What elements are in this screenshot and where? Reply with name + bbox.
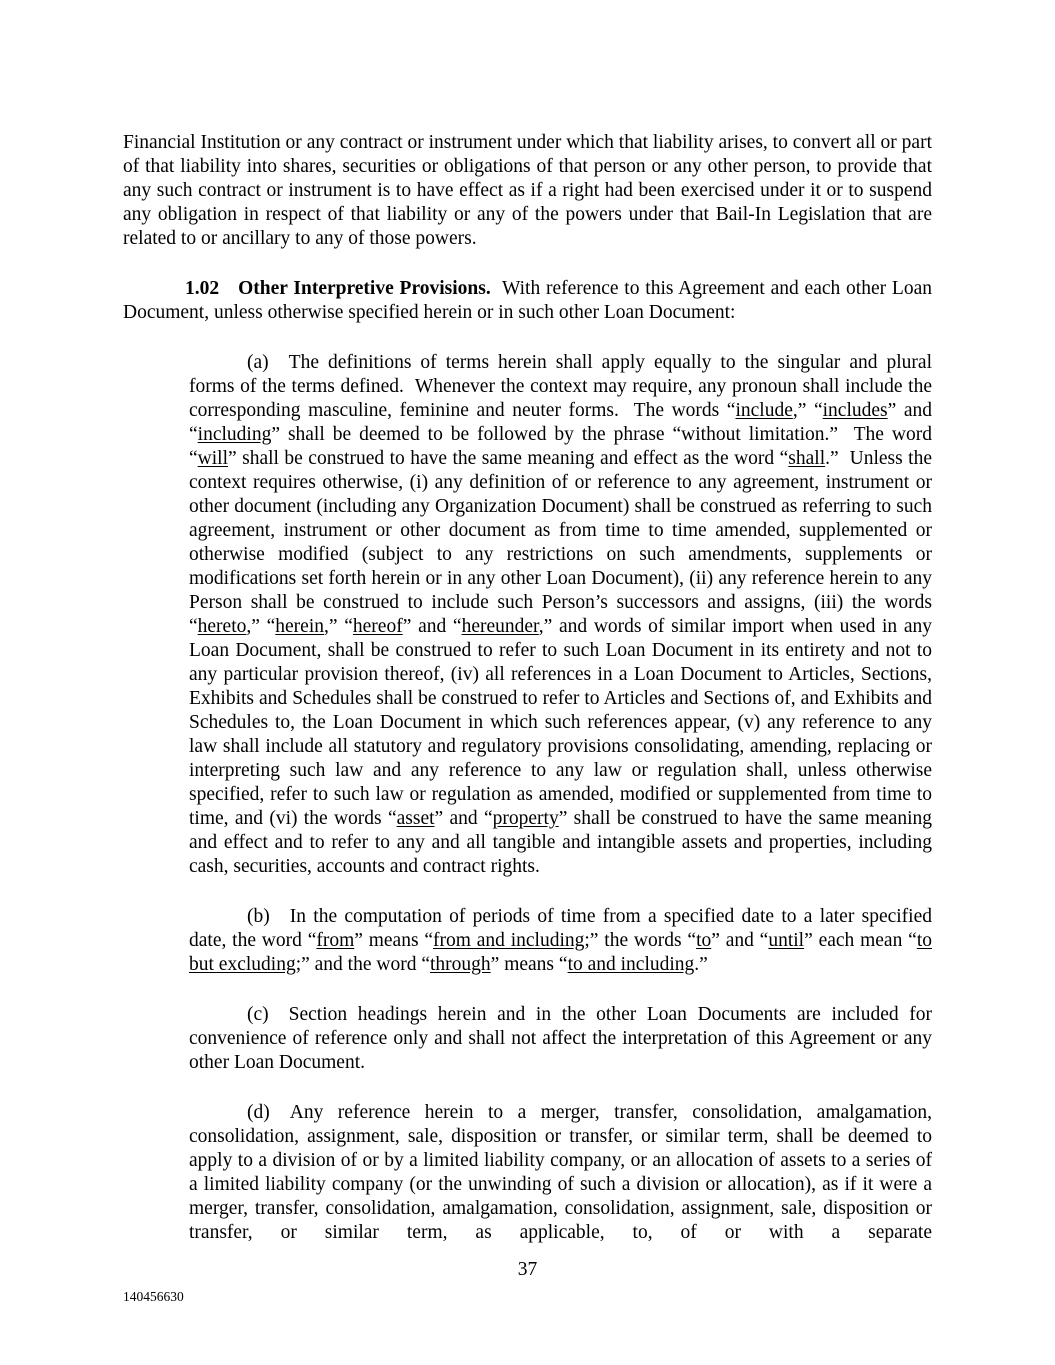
clause-text: Any reference herein to a merger, transfer, consolidation, amalgamation, consolidation, assignment, sale, disposition or transfer, or similar term, shall be deemed to apply to a division of or by a limited liability company, or an allocation of assets to a series of a limited liability company (or the unwinding of such a division or allocation), as if it were a merger, transfer, consolidation, amalgamation, consolidation, assignment, sale, disposition or transfer, or similar term, as applicable, to, of or with a separate (189, 1102, 932, 1243)
intro-paragraph: Financial Institution or any contract or instrument under which that liability arises, to convert all or part of that liability into shares, securities or obligations of that person or any other person, to provide that any such contract or instrument is to have effect as if a right had been exercised under it or to suspend any obligation in respect of that liability or any of the powers under that Bail-In Legislation that are related to or ancillary to any of those powers. (123, 132, 932, 249)
clause-label: (a) (247, 352, 269, 373)
clause-text: The definitions of terms herein shall apply equally to the singular and plural forms of the terms defined. Whenever the context may require, any pronoun shall include the corresponding masculine, feminine and neuter forms. The words “include,” “includes” and “including” shall be deemed to be followed by the phrase “without limitation.” The word “will” shall be construed to have the same meaning and effect as the word “shall.” Unless the context requires otherwise, (i) any definition of or reference to any agreement, instrument or other document (including any Organization Document) shall be construed as referring to such agreement, instrument or other document as from time to time amended, supplemented or otherwise modified (subject to any restrictions on such amendments, supplements or modifications set forth herein or in any other Loan Document), (ii) any reference herein to any Person shall be construed to include such Person’s successors and assigns, (iii) the words “hereto,” “herein,” “hereof” and “hereunder,” and words of similar import when used in any Loan Document, shall be construed to refer to such Loan Document in its entirety and not to any particular provision thereof, (iv) all references in a Loan Document to Articles, Sections, Exhibits and Schedules shall be construed to refer to Articles and Sections of, and Exhibits and Schedules to, the Loan Document in which such references appear, (v) any reference to any law shall include all statutory and regulatory provisions consolidating, amending, replacing or interpreting such law and any reference to any law or regulation shall, unless otherwise specified, refer to such law or regulation as amended, modified or supplemented from time to time, and (vi) the words “asset” and “property” shall be construed to have the same meaning and effect and to refer to any and all tangible and intangible assets and properties, including cash, securities, accounts and contract rights. (189, 352, 933, 877)
document-id-footer: 140456630 (123, 1289, 184, 1304)
section-number: 1.02 (185, 278, 220, 299)
clause-paragraph-a (189, 351, 932, 879)
section-title: Other Interpretive Provisions. (238, 278, 491, 299)
clause-label: (d) (247, 1102, 270, 1123)
clause-text: Section headings herein and in the other Loan Documents are included for convenience of reference only and shall not affect the interpretation of this Agreement or any other Loan Document. (189, 1004, 932, 1073)
clause-paragraph-d (189, 1101, 932, 1245)
clause-paragraph-b (189, 905, 932, 977)
section-heading (123, 277, 932, 325)
page-number: 37 (517, 1259, 538, 1280)
clause-text: In the computation of periods of time from a specified date to a later specified date, the word “from” means “from and including;” the words “to” and “until” each mean “to but excluding;” and the word “through” means “to and including.” (189, 906, 932, 975)
clause-paragraph-c (189, 1003, 932, 1075)
clause-label: (c) (247, 1004, 269, 1025)
clause-label: (b) (247, 906, 270, 927)
section-lead-text: With reference to this Agreement and each other Loan Document, unless otherwise specified herein or in such other Loan Document: (123, 278, 932, 323)
